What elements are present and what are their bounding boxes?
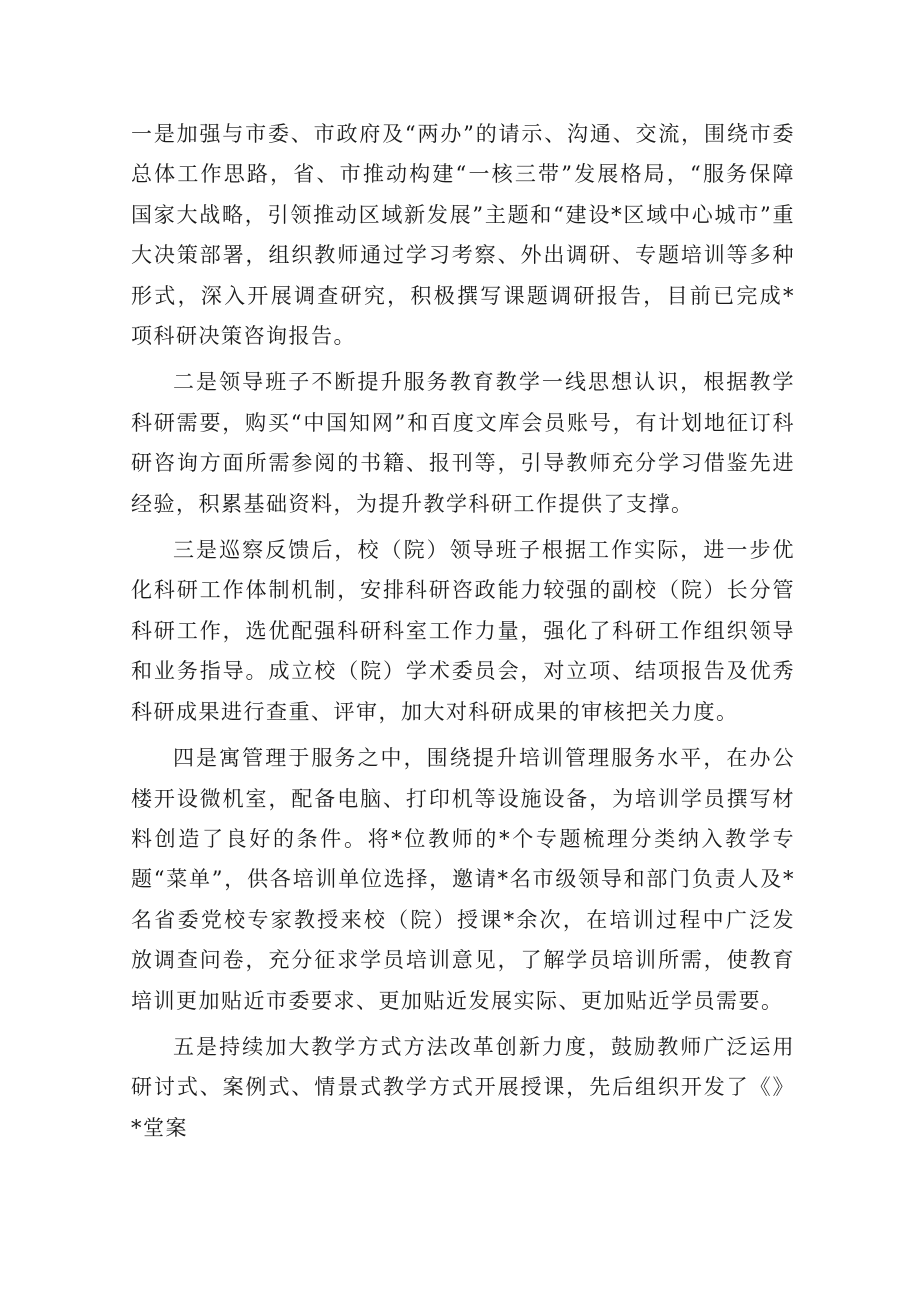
paragraph-1: 一是加强与市委、市政府及“两办”的请示、沟通、交流，围绕市委总体工作思路，省、市推动构建“一核三带”发展格局，“服务保障国家大战略，引领推动区域新发展”主题和“建设*区域中心城市”重大决策部署，组织教师通过学习考察、外出调研、专题培训等多种形式，深入开展调查研究，积极撰写课题调研报告，目前已完成*项科研决策咨询报告。	[131, 122, 795, 349]
document-body	[131, 114, 795, 1148]
paragraph-3: 三是巡察反馈后，校（院）领导班子根据工作实际，进一步优化科研工作体制机制，安排科研咨政能力较强的副校（院）长分管科研工作，选优配强科研科室工作力量，强化了科研工作组织领导和业务指导。成立校（院）学术委员会，对立项、结项报告及优秀科研成果进行查重、评审，加大对科研成果的审核把关力度。	[131, 538, 795, 724]
paragraph-5: 五是持续加大教学方式方法改革创新力度，鼓励教师广泛运用研讨式、案例式、情景式教学方式开展授课，先后组织开发了《》*堂案	[131, 1034, 795, 1140]
paragraph-2: 二是领导班子不断提升服务教育教学一线思想认识，根据教学科研需要，购买“中国知网”和百度文库会员账号，有计划地征订科研咨询方面所需参阅的书籍、报刊等，引导教师充分学习借鉴先进经验，积累基础资料，为提升教学科研工作提供了支撑。	[131, 370, 795, 516]
paragraph-4: 四是寓管理于服务之中，围绕提升培训管理服务水平，在办公楼开设微机室，配备电脑、打印机等设施设备，为培训学员撰写材料创造了良好的条件。将*位教师的*个专题梳理分类纳入教学专题“菜单”，供各培训单位选择，邀请*名市级领导和部门负责人及*名省委党校专家教授来校（院）授课*余次，在培训过程中广泛发放调查问卷，充分征求学员培训意见，了解学员培训所需，使教育培训更加贴近市委要求、更加贴近发展实际、更加贴近学员需要。	[131, 746, 795, 1013]
